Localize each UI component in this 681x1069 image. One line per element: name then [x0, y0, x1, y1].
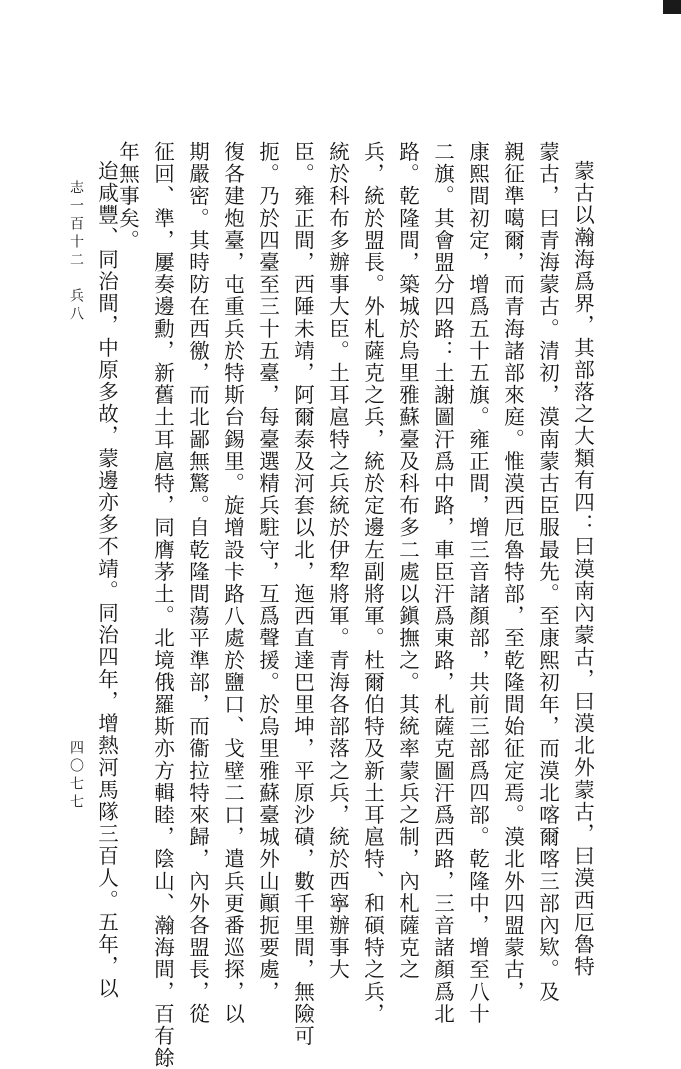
text-column-9: 臣。雍正間，西陲未靖，阿爾泰及河套以北，迤西直達巴里坤，平原沙磧，數千里間，無險可	[290, 141, 315, 1048]
text-column-7: 兵，統於盟長。外札薩克之兵，統於定邊左副將軍。杜爾伯特及新土耳扈特、和碩特之兵，	[360, 141, 385, 1025]
text-column-4: 康熙間初定，增爲五十五旗。雍正間，增三音諸顏部，共前三部爲四部。乾隆中，增至八十	[465, 141, 490, 1025]
text-column-8: 統於科布多辦事大臣。土耳扈特之兵統於伊犂將軍。青海各部落之兵，統於西寧辦事大	[325, 141, 350, 981]
text-column-14: 年無事矣。	[115, 141, 140, 252]
text-column-12: 期嚴密。其時防在西徼，而北鄙無驚。自乾隆間蕩平準部，而衞拉特來歸，內外各盟長，從	[185, 141, 210, 1025]
text-column-10: 扼。乃於四臺至三十五臺，每臺選精兵駐守，互爲聲援。於烏里雅蘇臺城外山顚扼要處，	[255, 141, 280, 1003]
text-column-1: 蒙古以瀚海爲界，其部落之大類有四：曰漠南內蒙古，曰漠北外蒙古，曰漠西厄魯特	[570, 160, 595, 978]
page-number: 四〇七七	[68, 740, 84, 812]
text-column-15: 迨咸豐、同治間，中原多故，蒙邊亦多不靖。同治四年，增熱河馬隊三百人。五年，以	[94, 160, 119, 1000]
text-column-11: 復各建炮臺，屯重兵於特斯台錫里。旋增設卡路八處於鹽口、戈壁二口，遣兵更番巡探，以	[220, 141, 245, 1025]
text-column-2: 蒙古，曰青海蒙古。清初，漠南蒙古臣服最先。至康熙初年，而漠北喀爾喀三部內欵。及	[535, 141, 560, 1003]
text-column-13: 征回、準，屢奏邊勳，新舊土耳扈特，同膺茅土。北境俄羅斯亦方輯睦，陰山、瀚海間，百有餘	[150, 141, 175, 1069]
text-column-6: 路。乾隆間，築城於烏里雅蘇臺及科布多二處以鎭撫之。其統率蒙兵之制，內札薩克之	[395, 141, 420, 981]
text-column-5: 二旗。其會盟分四路：土謝圖汗爲中路，車臣汗爲東路，札薩克圖汗爲西路，三音諸顏爲北	[430, 141, 455, 1025]
text-column-3: 親征準噶爾，而青海諸部來庭。惟漠西厄魯特部，至乾隆間始征定焉。漠北外四盟蒙古，	[500, 141, 525, 1003]
running-footer: 志一百十二 兵八	[68, 180, 84, 324]
scan-edge-mark	[663, 0, 681, 14]
